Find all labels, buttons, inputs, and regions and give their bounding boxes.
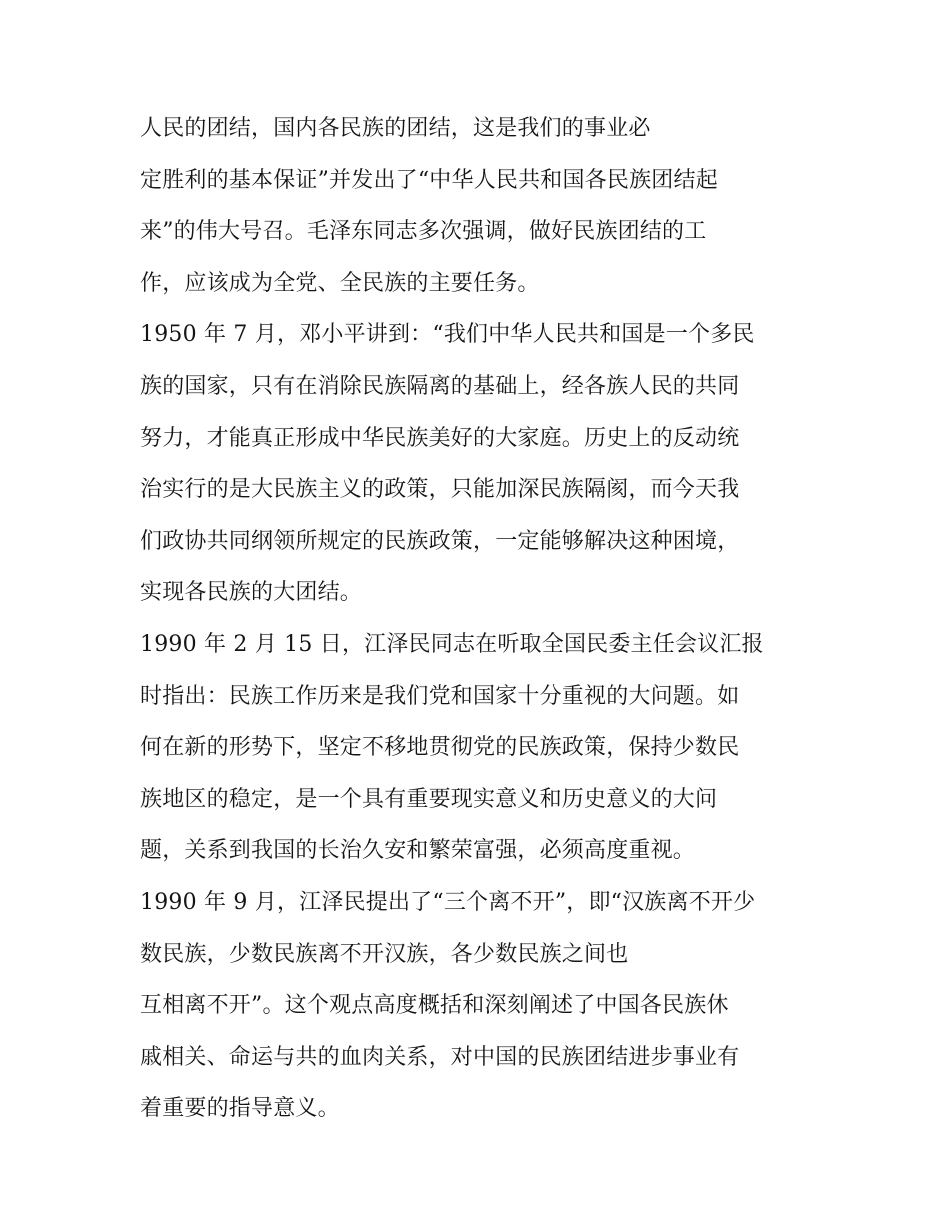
text-line: 人民的团结，国内各民族的团结，这是我们的事业必 bbox=[140, 116, 651, 141]
text-line: 实现各民族的大团结。 bbox=[140, 580, 363, 606]
text-line: 作，应该成为全党、全民族的主要任务。 bbox=[140, 270, 540, 296]
text-line: 时指出：民族工作历来是我们党和国家十分重视的大问题。如 bbox=[140, 683, 740, 709]
text-line: 族地区的稳定，是一个具有重要现实意义和历史意义的大问 bbox=[140, 786, 718, 812]
text-line: 戚相关、命运与共的血肉关系，对中国的民族团结进步事业有 bbox=[140, 1044, 740, 1070]
text-line: 1950 年 7 月，邓小平讲到：“我们中华人民共和国是一个多民 bbox=[140, 322, 755, 348]
document-body bbox=[140, 110, 840, 1142]
text-line: 定胜利的基本保证”并发出了“中华人民共和国各民族团结起 bbox=[140, 167, 718, 193]
text-line: 治实行的是大民族主义的政策，只能加深民族隔阂，而今天我 bbox=[140, 477, 740, 503]
text-line: 来”的伟大号召。毛泽东同志多次强调，做好民族团结的工 bbox=[140, 219, 707, 245]
text-line: 题，关系到我国的长治久安和繁荣富强，必须高度重视。 bbox=[140, 838, 696, 864]
text-line: 努力，才能真正形成中华民族美好的大家庭。历史上的反动统 bbox=[140, 425, 740, 451]
text-line: 何在新的形势下，坚定不移地贯彻党的民族政策，保持少数民 bbox=[140, 735, 740, 761]
text-line: 们政协共同纲领所规定的民族政策，一定能够解决这种困境， bbox=[140, 528, 740, 554]
text-line: 互相离不开”。这个观点高度概括和深刻阐述了中国各民族休 bbox=[140, 993, 729, 1019]
text-line: 数民族，少数民族离不开汉族，各少数民族之间也 bbox=[140, 941, 629, 967]
text-line: 着重要的指导意义。 bbox=[140, 1096, 340, 1122]
text-line: 族的国家，只有在消除民族隔离的基础上，经各族人民的共同 bbox=[140, 373, 740, 399]
text-line: 1990 年 9 月，江泽民提出了“三个离不开”，即“汉族离不开少 bbox=[140, 889, 756, 915]
text-line: 1990 年 2 月 15 日，江泽民同志在听取全国民委主任会议汇报 bbox=[140, 631, 764, 657]
